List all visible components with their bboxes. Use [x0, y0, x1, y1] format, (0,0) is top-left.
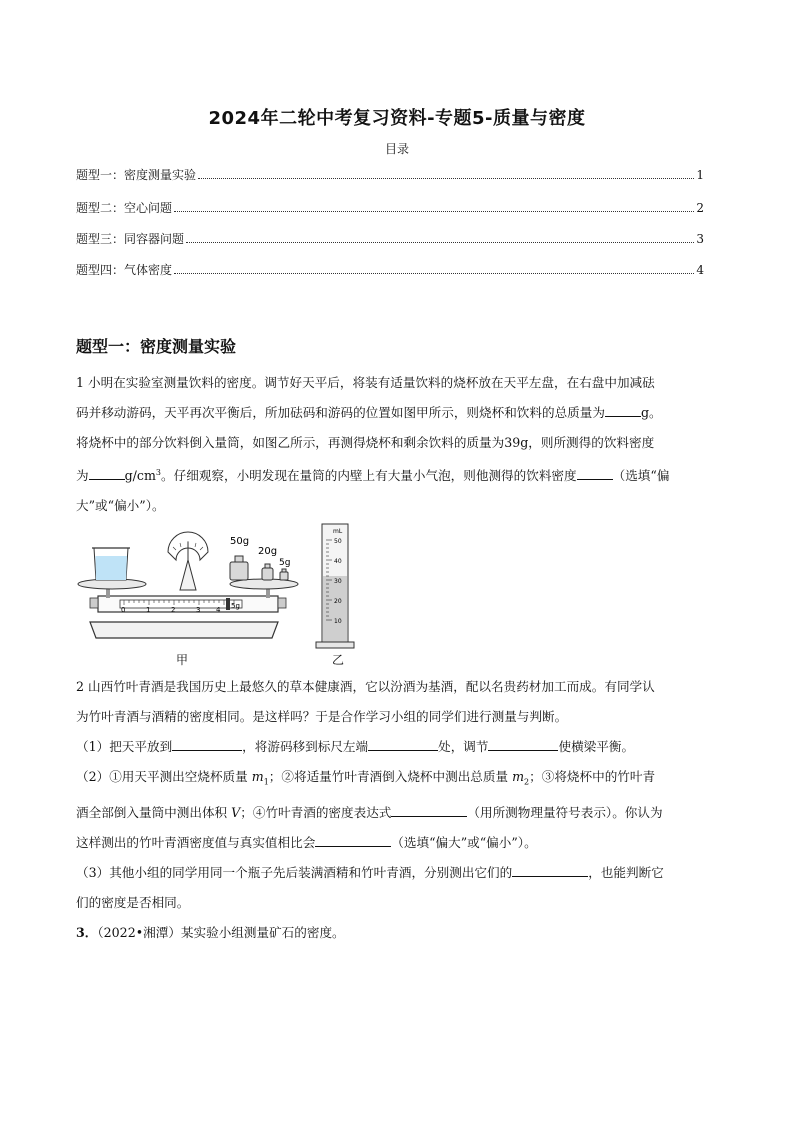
q3-source: （2022•湘潭） — [97, 924, 181, 940]
scale-tick-label: 0 — [121, 606, 126, 614]
document-title: 2024年二轮中考复习资料-专题5-质量与密度 — [208, 108, 586, 129]
toc-item-label: 题型二：空心问题 — [76, 201, 173, 215]
toc-leader — [198, 177, 694, 179]
section-title: 题型一：密度测量实验 — [76, 337, 237, 356]
cylinder-liquid — [323, 576, 347, 642]
q2-line — [76, 762, 718, 798]
figure-drawing — [76, 520, 376, 668]
q2-text: （选填“偏大”或“偏小”）。 — [391, 834, 537, 850]
q3-text: 某实验小组测量矿石的密度。 — [180, 924, 345, 940]
q2-text: （1）把天平放到 — [76, 739, 173, 754]
q1-line: 大”或“偏小”）。 — [76, 498, 165, 514]
q2-text: ，将游码移到标尺左端 — [242, 739, 369, 754]
answer-blank[interactable] — [89, 465, 125, 480]
q1-line: 1 小明在实验室测量饮料的密度。调节好天平后，将装有适量饮料的烧杯放在天平左盘，在右盘中加减砝 — [76, 375, 655, 390]
cylinder-tick-label: 30 — [334, 578, 342, 585]
q2-text: （2）①用天平测出空烧杯质量 — [76, 769, 252, 784]
cylinder-tick-label: 10 — [334, 618, 342, 625]
symbol-m: m — [251, 769, 264, 784]
toc-item[interactable] — [76, 199, 704, 216]
q2-text: ；③将烧杯中的竹叶青 — [529, 769, 656, 784]
cylinder-base — [316, 642, 354, 648]
answer-blank[interactable] — [315, 832, 391, 847]
left-nut — [90, 598, 98, 608]
rider — [226, 598, 230, 610]
symbol-subscript: 2 — [524, 777, 530, 787]
q2-line — [76, 858, 718, 888]
balance-base — [90, 622, 278, 638]
toc-item-label: 题型四：气体密度 — [76, 263, 173, 277]
toc-leader — [174, 210, 694, 212]
q1-unit-exponent: 3 — [155, 468, 161, 477]
q1-line — [76, 458, 718, 491]
answer-blank[interactable] — [172, 736, 242, 751]
q1-text: （选填“偏 — [612, 468, 670, 484]
q2-text: （用所测物理量符号表示）。你认为 — [467, 804, 663, 820]
q1-line — [76, 398, 718, 428]
q2-text: 这样测出的竹叶青酒密度值与真实值相比会 — [76, 834, 316, 850]
weight-label: 50g — [230, 536, 250, 547]
toc-item-page: 3 — [696, 232, 704, 246]
question-2 — [76, 672, 718, 948]
toc-item[interactable] — [76, 261, 704, 278]
answer-blank[interactable] — [577, 465, 613, 480]
symbol-subscript: 1 — [263, 777, 269, 787]
scale-tick-label: 1 — [146, 606, 151, 614]
toc-item[interactable] — [76, 230, 704, 247]
toc-item-page: 2 — [696, 201, 704, 215]
answer-blank[interactable] — [512, 862, 588, 877]
q2-line — [76, 828, 718, 858]
weight-label: 5g — [279, 558, 291, 568]
toc-item-page: 4 — [696, 263, 704, 277]
q3-number: 3． — [76, 924, 98, 940]
toc-item-page: 1 — [696, 168, 704, 182]
q2-text: ；④竹叶青酒的密度表达式 — [240, 804, 392, 820]
weight-label: 20g — [258, 546, 278, 557]
q2-text: （3）其他小组的同学用同一个瓶子先后装满酒精和竹叶青酒，分别测出它们的 — [76, 864, 513, 880]
answer-blank[interactable] — [391, 802, 467, 817]
weight-50g — [230, 562, 248, 580]
weight-5g — [280, 572, 288, 580]
toc-item-label: 题型三：同容器问题 — [76, 232, 185, 246]
cylinder-tick-label: 50 — [334, 538, 342, 545]
right-pan-support — [266, 588, 270, 598]
figure-caption-b: 乙 — [332, 653, 345, 667]
toc-leader — [174, 272, 694, 274]
question-1 — [76, 368, 718, 521]
q2-text: 处，调节 — [438, 739, 489, 754]
scale-tick-label: 4 — [216, 606, 221, 614]
q1-text: g/cm — [124, 468, 156, 484]
q2-text: 酒全部倒入量筒中测出体积 — [76, 804, 232, 820]
q2-line: 们的密度是否相同。 — [76, 894, 190, 910]
center-column — [180, 560, 196, 590]
figure-caption-a: 甲 — [176, 653, 189, 667]
q1-text: g。 — [640, 405, 662, 420]
q2-line — [76, 732, 718, 762]
q2-text: ；②将适量竹叶青酒倒入烧杯中测出总质量 — [268, 769, 513, 784]
toc-item-label: 题型一：密度测量实验 — [76, 168, 197, 182]
left-pan-support — [106, 588, 110, 598]
q2-text: 使横梁平衡。 — [558, 739, 635, 754]
q1-text: 。仔细观察，小明发现在量筒的内壁上有大量小气泡，则他测得的饮料密度 — [161, 468, 577, 484]
answer-blank[interactable] — [605, 402, 641, 417]
symbol-v: V — [231, 804, 241, 820]
q1-line: 将烧杯中的部分饮料倒入量筒，如图乙所示，再测得烧杯和剩余饮料的质量为39g，则所测得的饮料密度 — [76, 435, 655, 450]
symbol-m: m — [512, 769, 525, 784]
beaker-liquid — [96, 556, 128, 580]
answer-blank[interactable] — [368, 736, 438, 751]
scale-tick-label: 5g — [231, 602, 240, 610]
toc-item[interactable] — [76, 166, 704, 183]
scale-tick-label: 3 — [196, 606, 201, 614]
toc-heading: 目录 — [384, 142, 409, 156]
cylinder-tick-label: 40 — [334, 558, 342, 565]
toc-leader — [186, 241, 694, 243]
q2-line: 为竹叶青酒与酒精的密度相同。是这样吗？于是合作学习小组的同学们进行测量与判断。 — [76, 709, 568, 724]
cylinder-tick-label: mL — [333, 528, 343, 535]
q1-text: 码并移动游码，天平再次平衡后，所加砝码和游码的位置如图甲所示，则烧杯和饮料的总质量为 — [76, 405, 605, 420]
figure-balance-and-cylinder — [76, 520, 376, 668]
scale-tick-label: 2 — [171, 606, 176, 614]
weight-20g — [262, 568, 273, 580]
cylinder-tick-label: 20 — [334, 598, 342, 605]
right-nut — [278, 598, 286, 608]
q1-text: 为 — [76, 468, 89, 484]
q2-line: 2 山西竹叶青酒是我国历史上最悠久的草本健康酒，它以汾酒为基酒，配以名贵药材加工而成。有同学认 — [76, 679, 655, 694]
answer-blank[interactable] — [488, 736, 558, 751]
q2-text: ，也能判断它 — [588, 864, 664, 880]
question-3 — [76, 918, 718, 948]
q2-line — [76, 798, 718, 828]
